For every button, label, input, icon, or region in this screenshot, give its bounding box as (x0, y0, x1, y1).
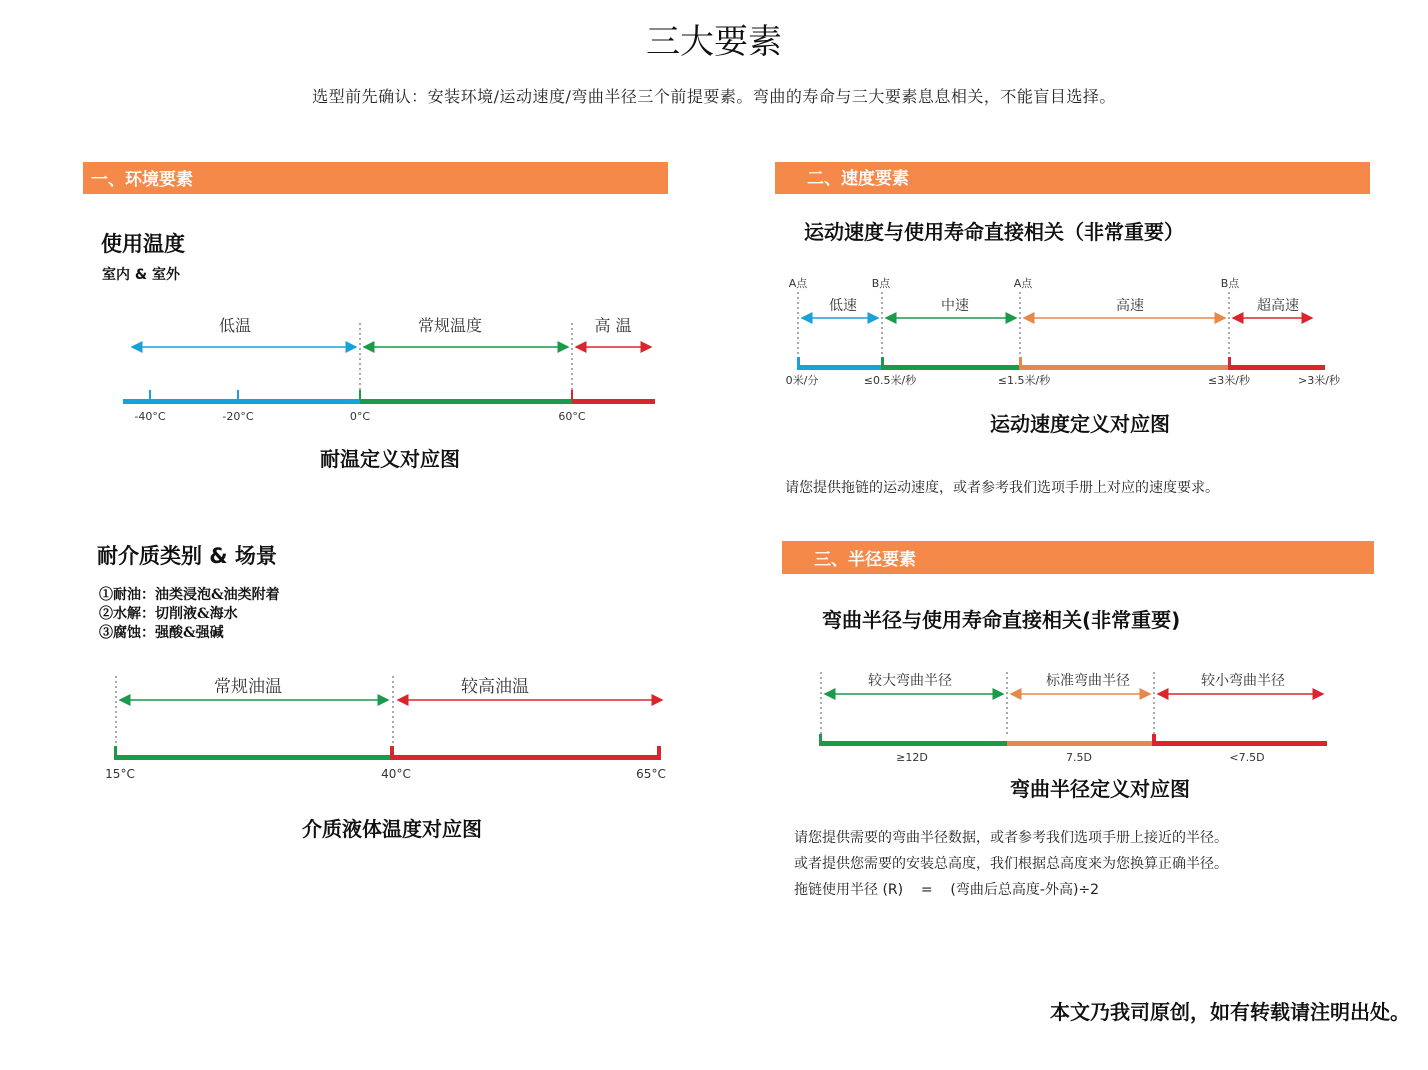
media-list-item: ③腐蚀：强酸&强碱 (99, 625, 224, 641)
temp-label-low: 低温 (218, 316, 252, 335)
speed-point-label: B点 (871, 277, 891, 290)
temp-label-normal: 常规温度 (417, 316, 483, 335)
speed-bar-low (797, 365, 882, 370)
temp-tick-label: 0°C (349, 410, 371, 423)
speed-bar-mid (882, 365, 1020, 370)
temp-label-high: 高 温 (594, 316, 632, 335)
speed-bar-high (1020, 365, 1229, 370)
media-list-item: ①耐油：油类浸泡&油类附着 (99, 587, 280, 603)
speed-point-label: A点 (788, 277, 808, 290)
media-bar-normal (115, 755, 393, 760)
radius-tick-label: 7.5D (1066, 751, 1092, 762)
temp-tick-label: -40°C (134, 410, 166, 423)
media-tick-label: 65°C (636, 767, 666, 781)
speed-heading: 运动速度与使用寿命直接相关（非常重要） (804, 220, 1184, 244)
radius-note-line: 请您提供需要的弯曲半径数据，或者参考我们选项手册上接近的半径。 (794, 830, 1228, 846)
temp-heading: 使用温度 (101, 232, 185, 256)
page-subtitle: 选型前先确认：安装环境/运动速度/弯曲半径三个前提要素。弯曲的寿命与三大要素息息相关，不能盲目选择。 (312, 87, 1116, 106)
temp-tick-mark (237, 390, 239, 400)
speed-tick-label: 0米/分 (785, 374, 819, 387)
radius-bar-large (820, 741, 1007, 746)
speed-point-label: B点 (1220, 277, 1240, 290)
media-label-high: 较高油温 (461, 677, 529, 697)
temp-tick-mark (149, 390, 151, 400)
media-list (99, 586, 280, 643)
temp-subheading: 室内 & 室外 (102, 267, 180, 283)
speed-tick-mark (1228, 357, 1231, 370)
radius-caption: 弯曲半径定义对应图 (1010, 777, 1190, 801)
radius-label-large: 较大弯曲半径 (868, 673, 952, 689)
speed-tick-label: ≤0.5米/秒 (863, 374, 917, 387)
speed-banner: 二、速度要素 (775, 162, 1370, 194)
media-bar-high (393, 755, 661, 760)
temp-tick-label: -20°C (222, 410, 254, 423)
speed-label-ultra: 超高速 (1257, 298, 1299, 314)
temp-bar-low (123, 399, 360, 404)
media-tick-mark (657, 746, 661, 760)
radius-note-line: 或者提供您需要的安装总高度，我们根据总高度来为您换算正确半径。 (794, 856, 1228, 872)
speed-diagram (780, 272, 1355, 397)
speed-caption: 运动速度定义对应图 (990, 412, 1170, 436)
speed-tick-mark (1019, 357, 1022, 370)
radius-label-standard: 标准弯曲半径 (1046, 673, 1130, 689)
speed-note: 请您提供拖链的运动速度，或者参考我们选项手册上对应的速度要求。 (785, 480, 1219, 496)
media-list-item: ②水解：切削液&海水 (99, 606, 238, 622)
speed-tick-mark (881, 357, 884, 370)
media-tick-mark (114, 746, 117, 760)
media-temperature-diagram (100, 668, 675, 788)
media-tick-label: 15°C (105, 767, 135, 781)
radius-notes (794, 825, 1228, 903)
speed-tick-mark (797, 357, 800, 370)
temp-caption: 耐温定义对应图 (320, 447, 460, 471)
temperature-diagram (110, 305, 670, 425)
copyright-notice: 本文乃我司原创，如有转载请注明出处。 (1050, 1000, 1410, 1024)
temp-bar-high (572, 399, 655, 404)
speed-label-low: 低速 (829, 298, 857, 314)
temp-bar-normal (360, 399, 572, 404)
media-caption: 介质液体温度对应图 (302, 817, 482, 841)
radius-heading: 弯曲半径与使用寿命直接相关(非常重要) (822, 608, 1181, 632)
temp-tick-label: 60°C (558, 410, 586, 423)
radius-label-small: 较小弯曲半径 (1201, 673, 1285, 689)
radius-tick-mark (1152, 734, 1156, 746)
radius-bar-standard (1007, 741, 1154, 746)
speed-tick-label: ≤1.5米/秒 (997, 374, 1051, 387)
speed-label-mid: 中速 (941, 298, 969, 314)
radius-bar-small (1154, 741, 1327, 746)
speed-label-high: 高速 (1116, 298, 1144, 314)
speed-point-label: A点 (1013, 277, 1033, 290)
radius-banner: 三、半径要素 (782, 541, 1374, 574)
radius-tick-mark (819, 734, 822, 746)
page-title: 三大要素 (646, 22, 782, 62)
radius-note-line: 拖链使用半径 (R) = (弯曲后总高度-外高)÷2 (794, 882, 1100, 898)
env-banner: 一、环境要素 (83, 162, 668, 194)
media-tick-mark (390, 746, 394, 760)
temp-tick-mark (571, 390, 573, 400)
radius-tick-label: ≥12D (896, 751, 928, 762)
speed-bar-ultra (1229, 365, 1325, 370)
radius-tick-label: <7.5D (1229, 751, 1265, 762)
temp-tick-mark (359, 390, 361, 400)
media-heading: 耐介质类别 & 场景 (97, 544, 277, 568)
media-tick-label: 40°C (381, 767, 411, 781)
media-label-normal: 常规油温 (214, 677, 282, 697)
radius-diagram (805, 662, 1340, 762)
speed-tick-label: ≤3米/秒 (1208, 374, 1250, 387)
speed-tick-label: >3米/秒 (1298, 374, 1340, 387)
